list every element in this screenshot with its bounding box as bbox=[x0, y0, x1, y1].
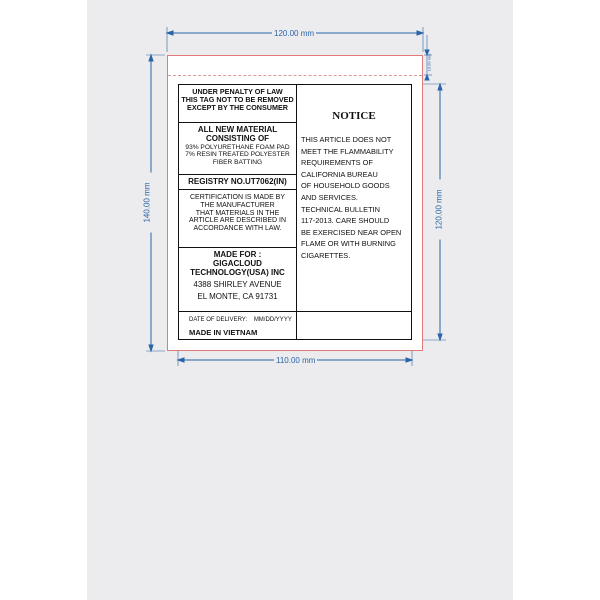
certification-line: CERTIFICATION IS MADE BY bbox=[189, 194, 286, 201]
certification-line: THAT MATERIALS IN THE bbox=[195, 209, 280, 217]
notice-body bbox=[301, 134, 411, 262]
material-title: ALL NEW MATERIAL bbox=[197, 125, 278, 134]
certification-line: ARTICLE ARE DESCRIBED IN bbox=[188, 217, 287, 225]
made-for-section bbox=[179, 247, 296, 311]
notice-line: CALIFORNIA BUREAU bbox=[301, 169, 378, 179]
notice-line: BE EXERCISED NEAR OPEN bbox=[301, 227, 402, 237]
made-for-line: GIGACLOUD bbox=[213, 258, 262, 268]
notice-line: FLAME OR WITH BURNING bbox=[301, 239, 396, 249]
notice-line: CIGARETTES. bbox=[301, 250, 351, 260]
penalty-section bbox=[179, 88, 296, 112]
dimension-right-height: 120.00 mm bbox=[435, 180, 444, 240]
notice-line: MEET THE FLAMMABILITY bbox=[301, 146, 394, 156]
notice-line: REQUIREMENTS OF bbox=[301, 158, 373, 168]
address-line: 4388 SHIRLEY AVENUE bbox=[193, 279, 282, 289]
notice-line: OF HOUSEHOLD GOODS bbox=[301, 181, 390, 191]
label-left-column bbox=[179, 85, 297, 311]
notice-line: AND SERVICES. bbox=[301, 192, 358, 202]
certification-line: ACCORDANCE WITH LAW. bbox=[193, 225, 282, 233]
registry-number: REGISTRY NO.UT7062(IN) bbox=[179, 174, 296, 190]
delivery-label: DATE OF DELIVERY: bbox=[189, 317, 248, 323]
penalty-line: UNDER PENALTY OF LAW bbox=[192, 87, 283, 96]
made-in-origin: MADE IN VIETNAM bbox=[189, 328, 258, 337]
notice-title: NOTICE bbox=[332, 110, 376, 122]
notice-line: THIS ARTICLE DOES NOT bbox=[301, 135, 392, 144]
material-line: 7% RESIN TREATED POLYESTER bbox=[185, 151, 290, 159]
made-for-line: TECHNOLOGY(USA) INC bbox=[190, 267, 285, 277]
penalty-line: EXCEPT BY THE CONSUMER bbox=[187, 103, 288, 113]
penalty-line: THIS TAG NOT TO BE REMOVED bbox=[181, 95, 294, 105]
made-for-line: MADE FOR : bbox=[213, 250, 262, 259]
delivery-row bbox=[189, 317, 292, 323]
certification-line: THE MANUFACTURER bbox=[200, 201, 275, 209]
notice-line: 117-2013. CARE SHOULD bbox=[301, 216, 390, 226]
material-line: FIBER BATTING bbox=[212, 158, 263, 166]
notice-line: TECHNICAL BULLETIN bbox=[301, 204, 380, 214]
certification-section bbox=[179, 189, 296, 247]
dimension-fold: 10.00 mm bbox=[426, 53, 432, 72]
law-label bbox=[178, 84, 412, 340]
address-line: EL MONTE, CA 91731 bbox=[197, 291, 278, 301]
material-section bbox=[179, 122, 296, 174]
bottom-divider bbox=[296, 312, 297, 340]
dimension-top-width: 120.00 mm bbox=[274, 29, 315, 38]
delivery-section bbox=[179, 311, 411, 339]
fold-line bbox=[168, 75, 422, 76]
delivery-value: MM/DD/YYYY bbox=[253, 317, 292, 323]
notice-column bbox=[297, 85, 411, 311]
dimension-left-height: 140.00 mm bbox=[143, 173, 152, 233]
material-title: CONSISTING OF bbox=[205, 133, 270, 143]
material-line: 93% POLYURETHANE FOAM PAD bbox=[185, 143, 290, 151]
dimension-bottom-width: 110.00 mm bbox=[276, 356, 316, 365]
